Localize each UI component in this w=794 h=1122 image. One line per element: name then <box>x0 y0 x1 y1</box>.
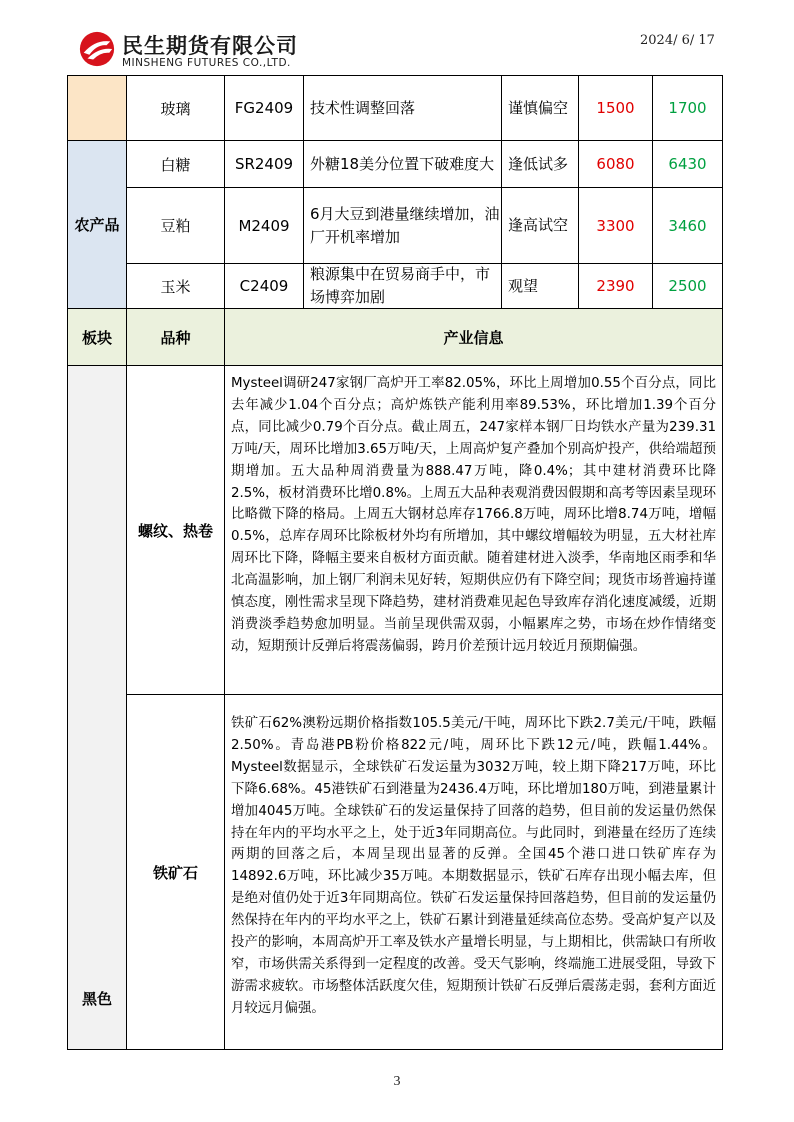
logic-text: 6月大豆到港量继续增加，油厂开机率增加 <box>303 187 502 264</box>
header-variety: 品种 <box>126 308 225 366</box>
high-price: 1700 <box>652 75 723 141</box>
trade-view: 逢低试多 <box>501 140 579 188</box>
contract-code: M2409 <box>224 187 304 264</box>
industry-info-rebar: Mysteel调研247家钢厂高炉开工率82.05%，环比上周增加0.55个百分点，同比去年减少1.04个百分点；高炉炼铁产能利用率89.53%，环比增加1.39个百分点，同比减少0.79个百分点。截止周五，247家样本钢厂日均铁水产量为239.31万吨/天，周环比增加3.65万吨/天，上周高炉复产叠加个别高炉投产，供给端超预期增加。五大品种周消费量为888.47万吨，降0.4%；其中建材消费环比降2.5%，板材消费环比增0.8%。上周五大品种表观消费因假期和高考等因素呈现环比略微下降的格局。上周五大钢材总库存1766.8万吨，周环比增8.74万吨，增幅0.5%，总库存周环比除板材外均有所增加，其中螺纹增幅较为明显，五大材社库周环比下降，降幅主要来自板材方面贡献。随着建材进入淡季，华南地区雨季和华北高温影响，加上钢厂利润未见好转，短期供应仍有下降空间；现货市场普遍持谨慎态度，刚性需求呈现下降趋势，建材消费难见起色导致库存消化速度减缓，近期消费淡季趋势愈加明显。当前呈现供需双弱，小幅累库之势，市场在炒作情绪变动，短期预计反弹后将震荡偏弱，跨月价差预计远月较近月预期偏强。 <box>224 365 723 695</box>
company-name-en: MINSHENG FUTURES CO.,LTD. <box>122 57 291 69</box>
company-name-cn: 民生期货有限公司 <box>122 34 298 58</box>
logic-text: 外糖18美分位置下破难度大 <box>303 140 502 188</box>
header-sector: 板块 <box>67 308 127 366</box>
sector-cell-black-continued <box>67 75 127 141</box>
minsheng-logo-icon <box>78 30 116 68</box>
contract-code: C2409 <box>224 263 304 309</box>
company-logo <box>78 28 338 72</box>
logic-text: 粮源集中在贸易商手中，市场博弈加剧 <box>303 263 502 309</box>
high-price: 3460 <box>652 187 723 264</box>
variety-iron-ore: 铁矿石 <box>126 694 225 1050</box>
low-price: 1500 <box>578 75 653 141</box>
variety-name: 白糖 <box>126 140 225 188</box>
strategy-table <box>67 75 723 1050</box>
industry-info-iron-ore: 铁矿石62%澳粉远期价格指数105.5美元/干吨，周环比下跌2.7美元/干吨，跌幅2.50%。青岛港PB粉价格822元/吨，周环比下跌12元/吨，跌幅1.44%。Mysteel数据显示，全球铁矿石发运量为3032万吨，较上期下降217万吨，环比下降6.68%。45港铁矿石到港量为2436.4万吨，环比增加180万吨，到港量累计增加4045万吨。全球铁矿石的发运量保持了回落的趋势，但目前的发运量仍然保持在年内的平均水平之上，处于近3年同期高位。与此同时，到港量在经历了连续两期的回落之后，本周呈现出显著的反弹。全国45个港口进口铁矿库存为14892.6万吨，环比减少35万吨。本期数据显示，铁矿石库存出现小幅去库，但是绝对值仍处于近3年同期高位。铁矿石发运量保持回落趋势，但目前的发运量仍然保持在年内的平均水平之上，铁矿石累计到港量延续高位态势。受高炉复产以及投产的影响，本周高炉开工率及铁水产量增长明显，与上期相比，供需缺口有所收窄，市场供需关系得到一定程度的改善。受天气影响，终端施工进展受阻，导致下游需求疲软。市场整体活跃度欠佳，短期预计铁矿石反弹后震荡走弱，套利方面近月较远月偏强。 <box>224 694 723 1050</box>
sector-agri: 农产品 <box>67 140 127 309</box>
variety-name: 玉米 <box>126 263 225 309</box>
variety-name: 玻璃 <box>126 75 225 141</box>
sector-black <box>67 365 127 1050</box>
trade-view: 谨慎偏空 <box>501 75 579 141</box>
high-price: 6430 <box>652 140 723 188</box>
contract-code: SR2409 <box>224 140 304 188</box>
contract-code: FG2409 <box>224 75 304 141</box>
header-industry-info: 产业信息 <box>224 308 723 366</box>
low-price: 3300 <box>578 187 653 264</box>
report-date: 2024/ 6/ 17 <box>640 33 715 48</box>
variety-name: 豆粕 <box>126 187 225 264</box>
sector-black-label: 黑色 <box>81 990 112 1008</box>
trade-view: 逢高试空 <box>501 187 579 264</box>
low-price: 2390 <box>578 263 653 309</box>
page-number: 3 <box>393 1074 401 1089</box>
variety-rebar-hrc: 螺纹、热卷 <box>126 365 225 695</box>
high-price: 2500 <box>652 263 723 309</box>
logic-text: 技术性调整回落 <box>303 75 502 141</box>
trade-view: 观望 <box>501 263 579 309</box>
low-price: 6080 <box>578 140 653 188</box>
